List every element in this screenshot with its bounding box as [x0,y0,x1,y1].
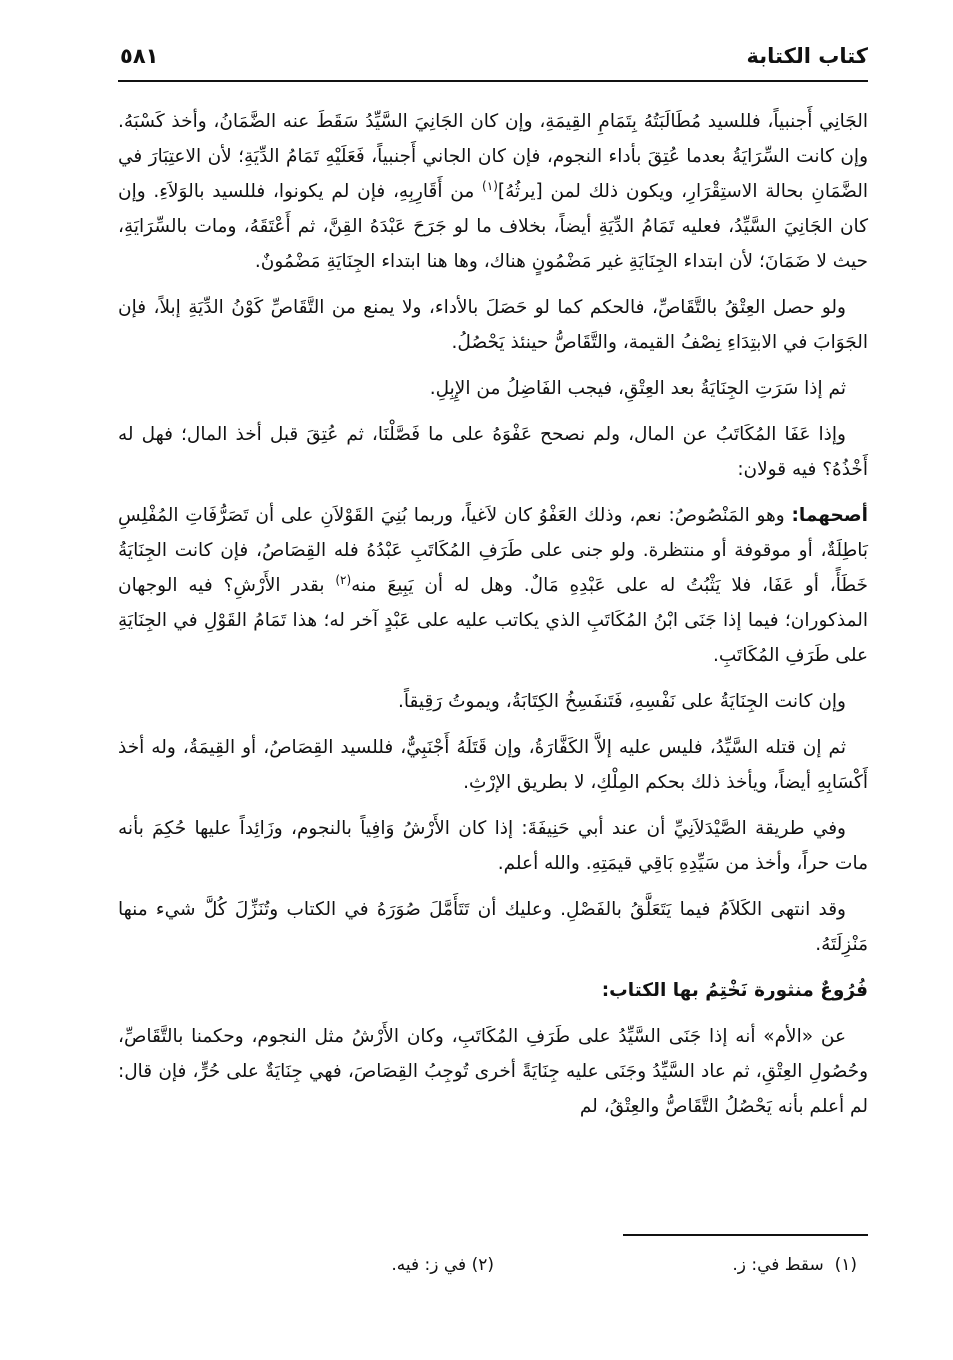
footnote-text: في ز: فيه. [391,1255,467,1275]
footnote-marker: (١) [482,178,498,193]
paragraph: ثم إن قتله السَّيِّدُ، فليس عليه إلاَّ الكَفَّارَةُ، وإن قَتَلَهُ أَجْنَبِيٌّ، فللسيد القِصَاصُ، أو القِيمَةُ، وله أخذ أَكْسَابِهِ أيضاً، ويأخذ ذلك بحكم المِلْكِ، لا بطريق الإرْثِ. [118,737,868,793]
section-heading: فُرُوعٌ منثورة نَخْتِمُ بها الكتاب: [601,980,868,1001]
footnote-item [732,1250,857,1280]
footnote-number: (٢) [471,1255,494,1275]
footnote-item [391,1250,494,1280]
paragraph: ولو حصل العِتْقُ بالتَّقَاصِّ، فالحكم كما لو حَصَلَ بالأداء، ولا يمنع من التَّقَاصِّ كَوْنُ الدِّيَةِ إبلاً، فإن الجَوَابَ في الابتِدَاءِ نِصْفُ القيمة، والتَّقَاصُّ حينئذ يَحْصُلُ. [118,297,868,353]
running-header [118,40,868,82]
footnote-text: سقط في: ز. [732,1255,824,1275]
paragraph: وقد انتهى الكَلاَمُ فيما يَتَعَلَّقُ بالفَصْلِ. وعليك أن تَتَأَمَّلَ صُوَرَهُ في الكتاب وتُنَزِّلَ كُلَّ شيء منها مَنْزِلَتَهُ. [118,899,868,955]
footnotes [118,1250,857,1280]
lead-term: أصحهما: [791,505,868,526]
paragraph [118,104,868,279]
paragraph [118,498,868,673]
paragraph: ثم إذا سَرَتِ الجِنَايَةُ بعد العِتْقِ، فيجب الفَاضِلُ من الإِبِلِ. [429,378,846,399]
main-text [118,104,868,1135]
footnote-marker: (٢) [335,572,352,587]
paragraph-text: وهو المَنْصُوصُ: نعم، وذلك العَفْوُ كان لاَغياً، وربما بُنِيَ القَوْلاَنِ على أن تَصَرُّفَاتِ المُفْلِسِ بَاطِلَةٌ، أو موقوفة أو منتظرة. ولو جنى على طَرَفِ المُكَاتَبِ عَبْدُهُ فله القِصَاصُ، فإن كانت الجِنَايَةُ خَطَأً، أو عَفَا، فلا يَثْبُتُ له على عَبْدِهِ مَالٌ. وهل له أن يَبِيعَ منه [118,505,868,596]
paragraph-text: من أَقَارِبِهِ، فإن لم يكونوا، فللسيد بالوَلاَءِ. وإن كان الجَانِيَ السَّيِّدُ، فعليه تَمَامُ الدِّيَةِ أيضاً، بخلاف ما لو جَرَحَ عَبْدَهُ القِنَّ، ثم أَعْتَقَهُ، ومات بالسِّرَايَةِ، حيث لا ضَمَانَ؛ لأن ابتداء الجِنَايَةِ غير مَضْمُونٍ هناك، وها هنا ابتداء الجِنَايَةِ مَضْمُونٌ. [118,181,868,272]
paragraph: وإذا عَفَا المُكَاتَبُ عن المال، ولم نصحح عَفْوَهُ على ما فَصَّلْنَا، ثم عُتِقَ قبل أخذ المال؛ فهل له أَخْذُهُ؟ فيه قولان: [118,424,868,480]
page-number: ٥٨١ [120,44,159,68]
chapter-title: كتاب الكتابة [746,44,868,68]
paragraph: عن «الأم» أنه إذا جَنَى السَّيِّدُ على طَرَفِ المُكَاتَبِ، وكان الأَرْشُ مثل النجوم، وحكمنا بالتَّقَاصِّ، وحُصُولِ العِتْقِ، ثم عاد السَّيِّدُ وجَنَى عليه جِنَايَةً أخرى تُوجِبُ القِصَاصَ، فهي جِنَايَةٌ على حُرٍّ، فإن قال: لم أعلم بأنه يَحْصُلُ التَّقَاصُّ والعِتْقُ، لم [118,1026,868,1117]
footnote-separator [623,1234,868,1236]
paragraph-text: الجَانِي أَجنبياً، فللسيد مُطَالَبَتُهُ بِتَمَامِ القِيمَةِ، وإن كان الجَانِيَ السَّيِّدُ سَقَطَ عنه الضَّمَانُ، وأخذ كَسْبَهُ. وإن كانت السِّرَايَةُ بعدما عُتِقَ بأداء النجوم، فإن كان الجاني أَجنبياً، فَعَلَيْهِ تَمَامُ الدِّيَةِ؛ لأن الاعتِبَارَ في الضَّمَانِ بحالة الاستِقْرَارِ، ويكون ذلك لمن [يرثُهُ] [118,111,868,202]
paragraph: وفي طريقة الصَّيْدَلاَنِيِّ أن عند أبي حَنِيفَةَ: إذا كان الأَرْشُ وَافِياً بالنجوم، وزَائِداً عليها حُكِمَ بأنه مات حراً، وأخذ من سَيِّدِهِ بَاقِي قيمَتِهِ. والله أعلم. [118,818,868,874]
footnote-number: (١) [834,1255,857,1275]
paragraph-text: بقدر الأَرْشِ؟ فيه الوجهان المذكوران؛ فيما إذا جَنَى ابْنُ المُكَاتَبِ الذي يكاتب عليه على عَبْدٍ آخر له؛ هذا تَمَامُ القَوْلِ في الجِنَايَةِ على طَرَفِ المُكَاتَبِ. [118,575,868,666]
paragraph: وإن كانت الجِنَايَةُ على نَفْسِهِ، فَتَنفَسِخُ الكِتَابَةُ، ويموتُ رَقِيقاً. [397,691,846,712]
